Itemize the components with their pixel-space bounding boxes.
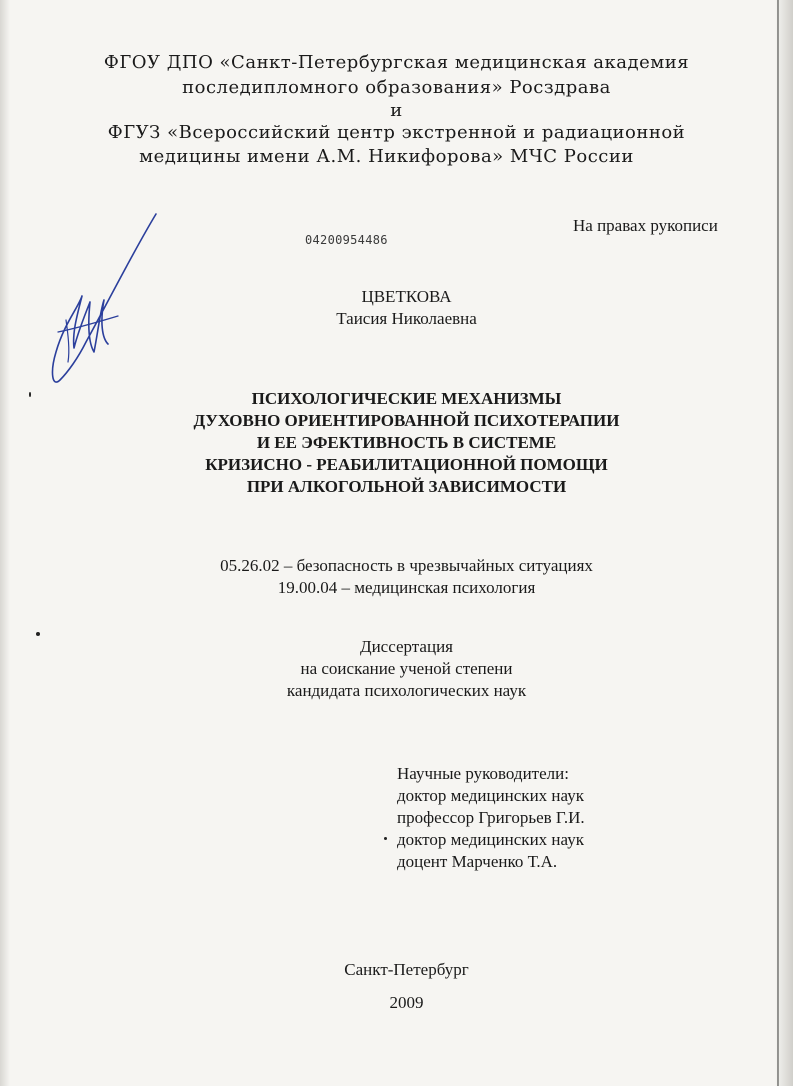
scan-speck [36,632,40,636]
scan-speck [29,392,31,397]
org-line-1: ФГОУ ДПО «Санкт-Петербургская медицинская академия [103,52,690,73]
scan-edge-line [777,0,779,1086]
supervisor-line-2: профессор Григорьев Г.И. [397,808,585,827]
org-line-4: медицины имени А.М. Никифорова» МЧС России [139,146,634,167]
org-line-2: последипломного образования» Росздрава [182,77,611,98]
supervisor-line-3: доктор медицинских наук [397,830,584,849]
manuscript-note: На правах рукописи [573,216,718,235]
scan-speck [384,837,387,840]
title-line-1: ПСИХОЛОГИЧЕСКИЕ МЕХАНИЗМЫ [251,389,562,408]
supervisor-line-4: доцент Марченко Т.А. [397,852,558,871]
footer-city: Санкт-Петербург [344,960,469,979]
conjunction: и [390,100,403,121]
title-line-2: ДУХОВНО ОРИЕНТИРОВАННОЙ ПСИХОТЕРАПИИ [193,411,620,430]
degree-line-2: на соискание ученой степени [300,659,513,678]
degree-line-3: кандидата психологических наук [286,681,527,700]
author-surname: ЦВЕТКОВА [361,287,452,306]
org-line-3: ФГУЗ «Всероссийский центр экстренной и радиационной [107,122,686,143]
title-line-5: ПРИ АЛКОГОЛЬНОЙ ЗАВИСИМОСТИ [246,477,567,496]
title-line-3: И ЕЕ ЭФЕКТИВНОСТЬ В СИСТЕМЕ [256,433,557,452]
degree-line-1: Диссертация [359,637,453,656]
archive-number: 04200954486 [305,233,388,247]
footer-year: 2009 [389,993,424,1012]
specialty-1: 05.26.02 – безопасность в чрезвычайных ситуациях [220,556,593,575]
author-given-names: Таисия Николаевна [336,309,477,328]
title-line-4: КРИЗИСНО - РЕАБИЛИТАЦИОННОЙ ПОМОЩИ [205,455,608,474]
supervisors-heading: Научные руководители: [397,764,569,783]
specialty-2: 19.00.04 – медицинская психология [277,578,536,597]
supervisor-line-1: доктор медицинских наук [397,786,584,805]
